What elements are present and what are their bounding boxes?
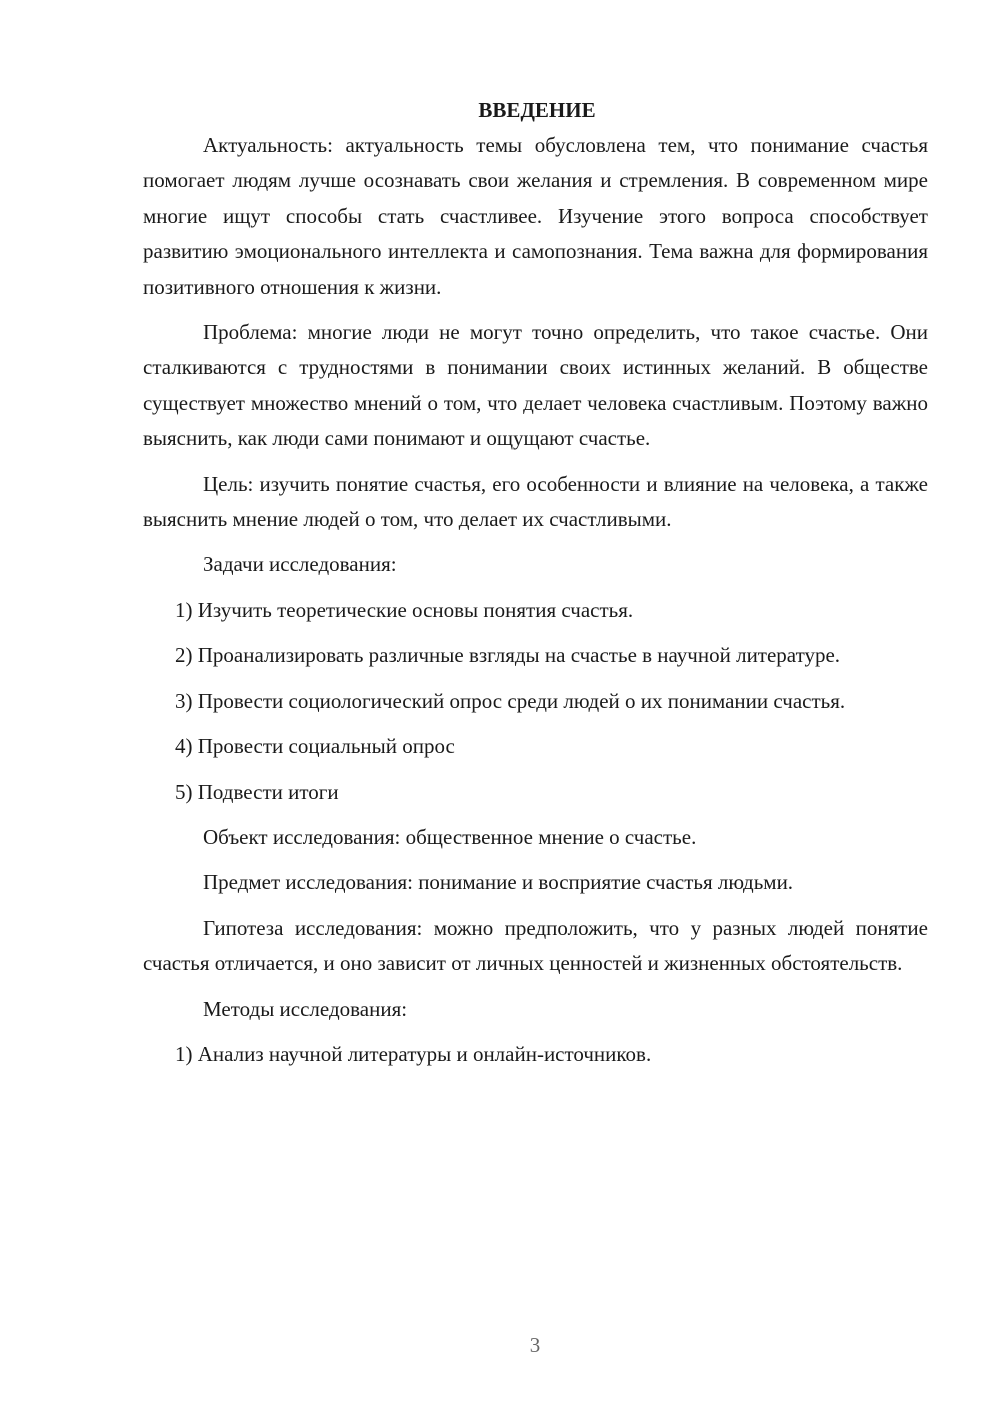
paragraph-subject: Предмет исследования: понимание и восприятие счастья людьми. bbox=[203, 870, 794, 895]
list-item-task-1: 1) Изучить теоретические основы понятия счастья. bbox=[175, 597, 634, 622]
page-number: 3 bbox=[529, 1333, 541, 1357]
tasks-heading: Задачи исследования: bbox=[203, 552, 397, 577]
paragraph-goal: Цель: изучить понятие счастья, его особенности и влияние на человека, а также выяснить мнение людей о том, что делает их счастливыми. bbox=[143, 471, 928, 532]
list-item-task-4: 4) Провести социальный опрос bbox=[175, 734, 455, 759]
methods-heading: Методы исследования: bbox=[203, 996, 408, 1021]
list-item-task-3: 3) Провести социологический опрос среди людей о их понимании счастья. bbox=[175, 688, 846, 713]
paragraph-problem: Проблема: многие люди не могут точно определить, что такое счастье. Они сталкиваются с трудностями в понимании своих истинных желаний. В обществе существует множество мнений о том, что делает человека счастливым. Поэтому важно выяснить, как люди сами понимают и ощущают счастье. bbox=[143, 320, 928, 451]
document-page bbox=[143, 92, 928, 1082]
list-item-method-1: 1) Анализ научной литературы и онлайн-источников. bbox=[175, 1041, 652, 1066]
paragraph-object: Объект исследования: общественное мнение о счастье. bbox=[203, 824, 697, 849]
page-title: ВВЕДЕНИЕ bbox=[478, 98, 596, 122]
list-item-task-5: 5) Подвести итоги bbox=[175, 779, 339, 804]
paragraph-hypothesis: Гипотеза исследования: можно предположить, что у разных людей понятие счастья отличается, и оно зависит от личных ценностей и жизненных обстоятельств. bbox=[143, 915, 928, 976]
paragraph-relevance: Актуальность: актуальность темы обусловлена тем, что понимание счастья помогает людям лучше осознавать свои желания и стремления. В современном мире многие ищут способы стать счастливее. Изучение этого вопроса способствует развитию эмоционального интеллекта и самопознания. Тема важна для формирования позитивного отношения к жизни. bbox=[143, 133, 928, 299]
list-item-task-2: 2) Проанализировать различные взгляды на счастье в научной литературе. bbox=[175, 643, 841, 668]
